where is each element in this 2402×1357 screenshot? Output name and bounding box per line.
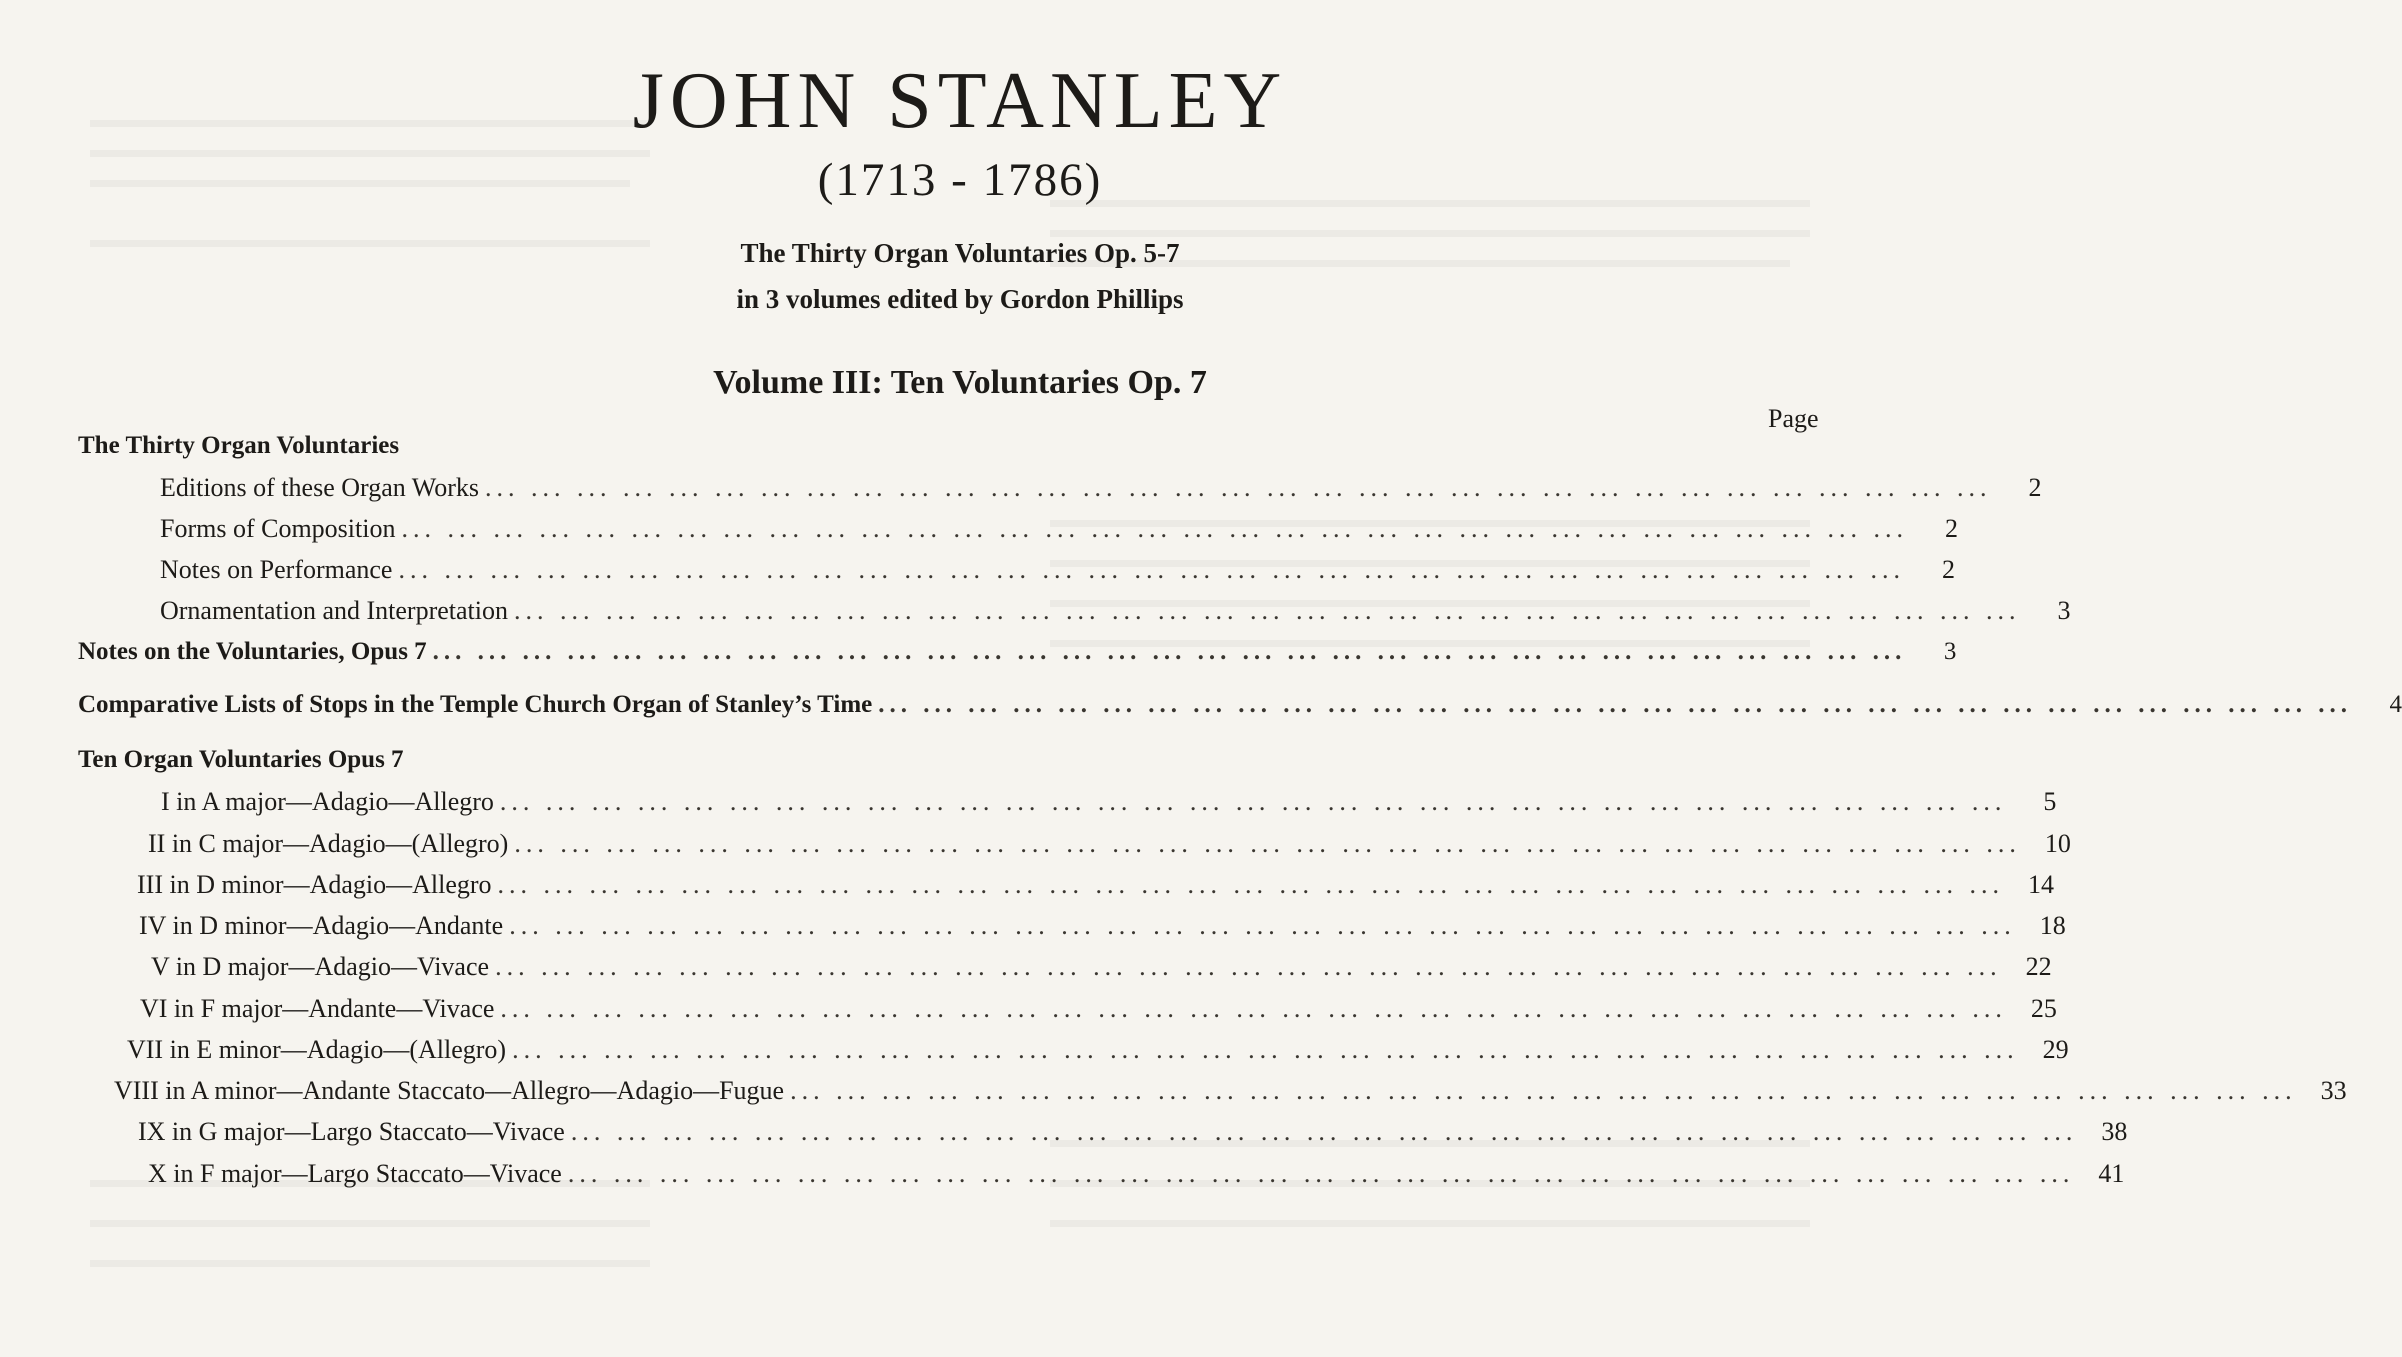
toc-page-number: 41 — [2098, 1159, 2125, 1188]
toc-entry — [160, 473, 2042, 509]
toc-label: III in D minor—Adagio—Allegro — [137, 870, 492, 899]
leader-dots: ... ... ... ... ... ... ... ... ... ... ... ... ... ... ... ... ... ... ... ... ... ... ... ... ... ... ... ... ... ... ... ... ... — [509, 911, 2016, 940]
volume-heading: Volume III: Ten Voluntaries Op. 7 — [713, 364, 1207, 401]
toc-page-number: 10 — [2044, 829, 2071, 858]
leader-dots: ... ... ... ... ... ... ... ... ... ... ... ... ... ... ... ... ... ... ... ... ... ... ... ... ... ... ... ... ... ... ... ... ... — [790, 1076, 2297, 1105]
toc-label: Comparative Lists of Stops in the Temple Church Organ of Stanley’s Time — [78, 691, 873, 718]
leader-dots: ... ... ... ... ... ... ... ... ... ... ... ... ... ... ... ... ... ... ... ... ... ... ... ... ... ... ... ... ... ... ... ... ... — [401, 514, 1908, 543]
toc-entry-notes — [78, 638, 1957, 674]
leader-dots: ... ... ... ... ... ... ... ... ... ... ... ... ... ... ... ... ... ... ... ... ... ... ... ... ... ... ... ... ... ... ... ... ... — [514, 829, 2021, 858]
leader-dots: ... ... ... ... ... ... ... ... ... ... ... ... ... ... ... ... ... ... ... ... ... ... ... ... ... ... ... ... ... ... ... ... ... — [485, 473, 1992, 502]
toc-label: VIII in A minor—Andante Staccato—Allegro—Adagio—Fugue — [114, 1076, 785, 1105]
toc-label: Ornamentation and Interpretation — [160, 596, 508, 625]
toc-entry — [160, 514, 1958, 550]
toc-page-number: 2 — [1941, 555, 1955, 584]
editor-line: in 3 volumes edited by Gordon Phillips — [736, 284, 1184, 314]
toc-page-number: 2 — [2028, 473, 2042, 502]
leader-dots: ... ... ... ... ... ... ... ... ... ... ... ... ... ... ... ... ... ... ... ... ... ... ... ... ... ... ... ... ... ... ... ... ... — [500, 994, 2007, 1023]
toc-page-number: 22 — [2025, 952, 2052, 981]
page-column-heading: Page — [1768, 404, 1819, 433]
toc-entry-voluntary — [137, 870, 2055, 906]
toc-label: Forms of Composition — [160, 514, 396, 543]
toc-page-number: 29 — [2042, 1035, 2069, 1064]
toc-label: VII in E minor—Adagio—(Allegro) — [127, 1035, 507, 1064]
composer-dates: (1713 - 1786) — [817, 154, 1103, 206]
leader-dots: ... ... ... ... ... ... ... ... ... ... ... ... ... ... ... ... ... ... ... ... ... ... ... ... ... ... ... ... ... ... ... ... ... — [513, 596, 2021, 625]
toc-page-number: 2 — [1944, 514, 1958, 543]
composer-title: JOHN STANLEY — [632, 57, 1288, 145]
collection-subtitle: The Thirty Organ Voluntaries Op. 5-7 — [740, 238, 1180, 268]
toc-label: V in D major—Adagio—Vivace — [151, 952, 490, 981]
leader-dots: ... ... ... ... ... ... ... ... ... ... ... ... ... ... ... ... ... ... ... ... ... ... ... ... ... ... ... ... ... ... ... ... ... — [567, 1159, 2075, 1188]
toc-entry-stops — [78, 691, 2402, 727]
toc-entry-voluntary — [138, 1117, 2128, 1153]
leader-dots: ... ... ... ... ... ... ... ... ... ... ... ... ... ... ... ... ... ... ... ... ... ... ... ... ... ... ... ... ... ... ... ... ... — [499, 787, 2007, 816]
toc-entry — [160, 555, 1955, 591]
toc-page-number: 38 — [2101, 1117, 2128, 1146]
leader-dots: ... ... ... ... ... ... ... ... ... ... ... ... ... ... ... ... ... ... ... ... ... ... ... ... ... ... ... ... ... ... ... ... ... — [432, 638, 1907, 665]
toc-heading-opus7 — [78, 746, 1798, 782]
leader-dots: ... ... ... ... ... ... ... ... ... ... ... ... ... ... ... ... ... ... ... ... ... ... ... ... ... ... ... ... ... ... ... ... ... — [512, 1035, 2019, 1064]
toc-page-number: 3 — [1943, 638, 1957, 665]
toc-entry-voluntary — [148, 829, 2071, 865]
toc-page-number: 5 — [2043, 787, 2057, 816]
toc-heading-voluntaries — [78, 432, 1798, 468]
toc-entry-voluntary — [148, 1159, 2125, 1195]
toc-page-number: 33 — [2320, 1076, 2347, 1105]
toc-entry-voluntary — [151, 952, 2052, 988]
toc-entry-voluntary — [114, 1076, 2347, 1112]
toc-label: Notes on Performance — [160, 555, 393, 584]
toc-label: IX in G major—Largo Staccato—Vivace — [138, 1117, 565, 1146]
toc-label: IV in D minor—Adagio—Andante — [139, 911, 504, 940]
toc-page-number: 18 — [2039, 911, 2066, 940]
toc-label: The Thirty Organ Voluntaries — [78, 432, 400, 459]
toc-entry-voluntary — [140, 994, 2057, 1030]
leader-dots: ... ... ... ... ... ... ... ... ... ... ... ... ... ... ... ... ... ... ... ... ... ... ... ... ... ... ... ... ... ... ... ... ... — [398, 555, 1905, 584]
leader-dots: ... ... ... ... ... ... ... ... ... ... ... ... ... ... ... ... ... ... ... ... ... ... ... ... ... ... ... ... ... ... ... ... ... — [495, 952, 2002, 981]
toc-label: I in A major—Adagio—Allegro — [161, 787, 494, 816]
toc-entry-voluntary — [139, 911, 2066, 947]
toc-label: Ten Organ Voluntaries Opus 7 — [78, 746, 404, 773]
toc-page-number: 4 — [2389, 691, 2402, 718]
toc-label: Notes on the Voluntaries, Opus 7 — [78, 638, 427, 665]
leader-dots: ... ... ... ... ... ... ... ... ... ... ... ... ... ... ... ... ... ... ... ... ... ... ... ... ... ... ... ... ... ... ... ... ... — [497, 870, 2005, 899]
leader-dots: ... ... ... ... ... ... ... ... ... ... ... ... ... ... ... ... ... ... ... ... ... ... ... ... ... ... ... ... ... ... ... ... ... — [570, 1117, 2078, 1146]
toc-entry — [160, 596, 2071, 632]
toc-page-number: 25 — [2030, 994, 2057, 1023]
toc-label: II in C major—Adagio—(Allegro) — [148, 829, 509, 858]
toc-entry-voluntary — [161, 787, 2057, 823]
toc-page-number: 14 — [2028, 870, 2055, 899]
leader-dots: ... ... ... ... ... ... ... ... ... ... ... ... ... ... ... ... ... ... ... ... ... ... ... ... ... ... ... ... ... ... ... ... ... — [878, 691, 2353, 718]
toc-entry-voluntary — [127, 1035, 2069, 1071]
toc-label: VI in F major—Andante—Vivace — [140, 994, 495, 1023]
toc-label: Editions of these Organ Works — [160, 473, 480, 502]
toc-page-number: 3 — [2057, 596, 2071, 625]
toc-label: X in F major—Largo Staccato—Vivace — [148, 1159, 562, 1188]
